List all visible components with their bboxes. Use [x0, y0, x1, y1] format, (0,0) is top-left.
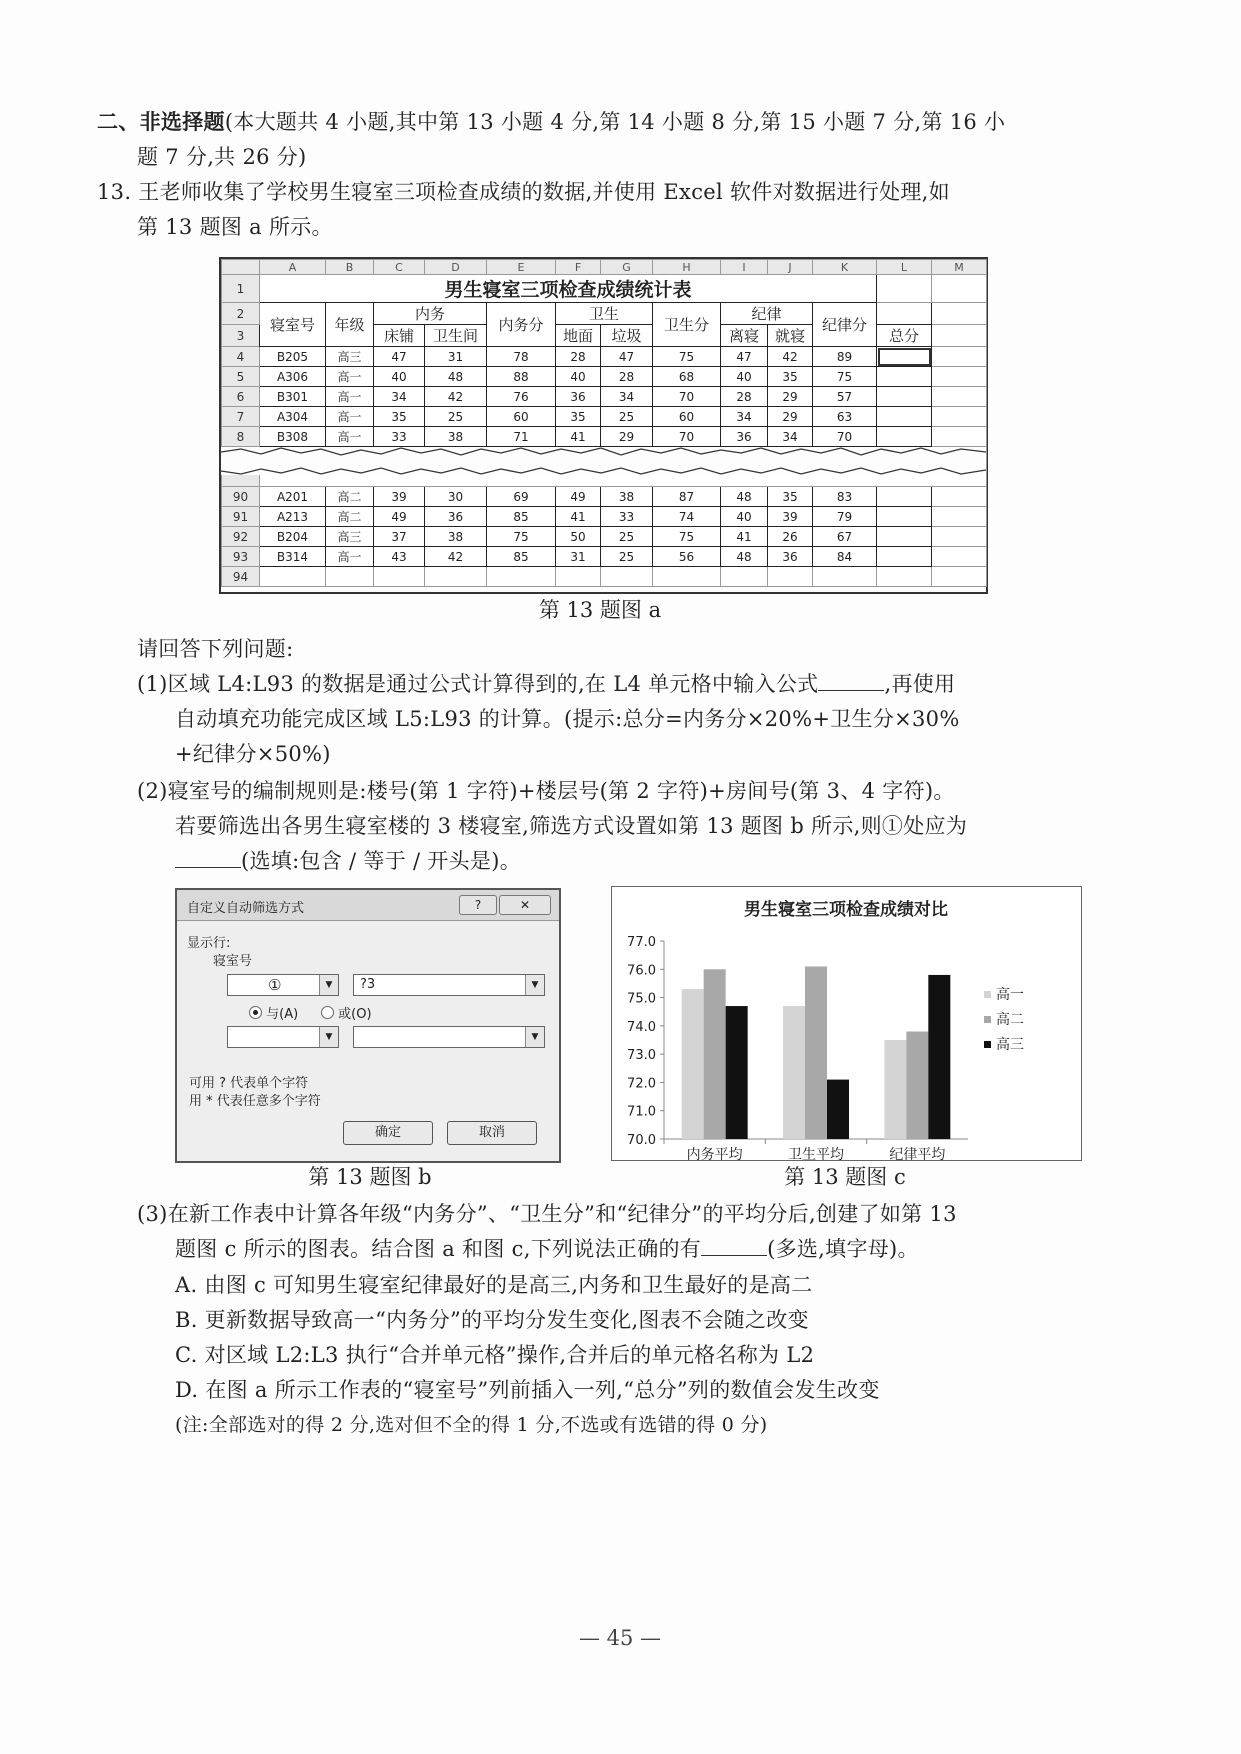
table-cell[interactable]: 34 [721, 407, 768, 427]
header-room[interactable]: 寝室号 [260, 303, 326, 347]
and-radio[interactable] [249, 1003, 298, 1022]
header-bed[interactable]: 床铺 [374, 325, 425, 347]
sheet-data-row [222, 487, 987, 507]
table-cell[interactable]: 50 [556, 527, 601, 547]
value-select-2[interactable] [353, 1026, 545, 1048]
section-header [97, 107, 1005, 137]
table-cell[interactable]: 48 [721, 487, 768, 507]
page-number: — 45 — [578, 1626, 662, 1650]
table-cell[interactable]: 31 [556, 547, 601, 567]
table-cell[interactable]: 47 [721, 347, 768, 367]
q13-intro-line2: 第 13 题图 a 所示。 [137, 215, 333, 239]
col-header-i[interactable]: I [721, 260, 768, 275]
spreadsheet-figure-a [219, 257, 988, 594]
table-cell[interactable]: 36 [721, 427, 768, 447]
header-toilet[interactable]: 卫生间 [425, 325, 487, 347]
sheet-row-2 [222, 303, 987, 325]
y-tick-label: 74.0 [627, 1019, 656, 1035]
cell[interactable] [721, 567, 768, 587]
table-cell[interactable]: 57 [813, 387, 877, 407]
cell[interactable] [601, 567, 653, 587]
header-sleep[interactable]: 就寝 [768, 325, 813, 347]
option-c: C. 对区域 L2:L3 执行“合并单元格”操作,合并后的单元格名称为 L2 [175, 1343, 815, 1367]
table-cell[interactable]: 高一 [326, 407, 374, 427]
cell[interactable] [932, 275, 987, 303]
total-cell[interactable] [877, 527, 932, 547]
sheet-data-row [222, 507, 987, 527]
table-cell[interactable]: 28 [556, 347, 601, 367]
table-cell[interactable]: 71 [487, 427, 556, 447]
row-number[interactable]: 7 [222, 407, 260, 427]
sheet-data-row [222, 547, 987, 567]
table-cell[interactable]: B205 [260, 347, 326, 367]
legend-swatch [984, 1041, 991, 1048]
cell[interactable] [425, 567, 487, 587]
value-select-1[interactable] [353, 974, 545, 996]
table-cell[interactable]: B308 [260, 427, 326, 447]
cell[interactable] [932, 487, 987, 507]
table-cell[interactable]: 高二 [326, 487, 374, 507]
hint-line1: 可用 ? 代表单个字符 [189, 1076, 309, 1091]
table-cell[interactable]: 42 [425, 547, 487, 567]
row-number[interactable]: 91 [222, 507, 260, 527]
cell[interactable] [932, 303, 987, 325]
col-header-a[interactable]: A [260, 260, 326, 275]
sheet-data-row [222, 427, 987, 447]
or-radio-label: 或(O) [338, 1007, 372, 1022]
table-cell[interactable]: 29 [768, 387, 813, 407]
bar-高二-卫生平均 [805, 966, 827, 1139]
row-number[interactable]: 8 [222, 427, 260, 447]
cell[interactable] [556, 567, 601, 587]
table-cell[interactable]: 89 [813, 347, 877, 367]
cell[interactable] [374, 567, 425, 587]
cell[interactable] [813, 567, 877, 587]
close-button[interactable]: ✕ [499, 895, 551, 915]
table-cell[interactable]: 25 [601, 547, 653, 567]
radio-selected-icon [249, 1006, 262, 1019]
show-rows-label: 显示行: [187, 936, 231, 951]
x-tick-label: 卫生平均 [788, 1147, 844, 1160]
header-weisheng[interactable]: 卫生 [556, 303, 653, 325]
table-cell[interactable]: 高一 [326, 367, 374, 387]
chevron-down-icon: ▼ [319, 1027, 338, 1047]
table-cell[interactable]: A304 [260, 407, 326, 427]
table-cell[interactable]: 75 [487, 527, 556, 547]
y-tick-label: 70.0 [627, 1133, 656, 1148]
chevron-down-icon: ▼ [319, 975, 338, 995]
cell [260, 447, 987, 467]
header-total[interactable]: 总分 [877, 325, 932, 347]
table-cell[interactable]: 48 [425, 367, 487, 387]
row-number[interactable]: 1 [222, 275, 260, 303]
table-cell[interactable]: A201 [260, 487, 326, 507]
y-tick-label: 71.0 [627, 1104, 656, 1120]
table-cell[interactable]: 88 [487, 367, 556, 387]
option-b: B. 更新数据导致高一“内务分”的平均分发生变化,图表不会随之改变 [175, 1308, 809, 1332]
cancel-button[interactable]: 取消 [447, 1121, 537, 1145]
table-cell[interactable]: 76 [487, 387, 556, 407]
table-cell[interactable]: 高三 [326, 527, 374, 547]
cell[interactable] [653, 567, 721, 587]
header-neiwu-score[interactable]: 内务分 [487, 303, 556, 347]
and-radio-label: 与(A) [266, 1007, 299, 1022]
cell[interactable] [932, 527, 987, 547]
sheet-data-row [222, 527, 987, 547]
table-cell[interactable]: 85 [487, 547, 556, 567]
table-cell[interactable]: 41 [721, 527, 768, 547]
table-cell[interactable]: 75 [813, 367, 877, 387]
part1-text-b: ,再使用 [884, 672, 956, 696]
y-tick-label: 72.0 [627, 1076, 656, 1092]
table-cell[interactable]: 36 [556, 387, 601, 407]
y-tick-label: 73.0 [627, 1048, 656, 1064]
table-cell[interactable]: B314 [260, 547, 326, 567]
table-cell[interactable]: 39 [374, 487, 425, 507]
table-cell[interactable]: 87 [653, 487, 721, 507]
x-tick-label: 纪律平均 [889, 1147, 946, 1160]
col-header-k[interactable]: K [813, 260, 877, 275]
table-cell[interactable]: 83 [813, 487, 877, 507]
legend-label: 高一 [996, 987, 1024, 1003]
figure-c-caption: 第 13 题图 c [784, 1165, 906, 1189]
cell[interactable] [877, 567, 932, 587]
row-number[interactable]: 90 [222, 487, 260, 507]
or-radio[interactable] [321, 1003, 372, 1022]
y-tick-label: 76.0 [627, 963, 656, 979]
cell[interactable] [932, 547, 987, 567]
ok-button[interactable]: 确定 [343, 1121, 433, 1145]
table-cell[interactable]: 高一 [326, 387, 374, 407]
col-header-m[interactable]: M [932, 260, 987, 275]
header-weisheng-score[interactable]: 卫生分 [653, 303, 721, 347]
table-cell[interactable]: 85 [487, 507, 556, 527]
cell[interactable] [932, 507, 987, 527]
bar-高二-内务平均 [704, 969, 726, 1139]
table-cell[interactable]: 69 [487, 487, 556, 507]
table-cell[interactable]: 68 [653, 367, 721, 387]
table-cell[interactable]: 29 [601, 427, 653, 447]
table-cell[interactable]: 35 [768, 367, 813, 387]
row-number[interactable]: 4 [222, 347, 260, 367]
chart-svg [612, 887, 1081, 1160]
row-number[interactable]: 6 [222, 387, 260, 407]
total-cell[interactable] [877, 367, 932, 387]
table-cell[interactable]: A213 [260, 507, 326, 527]
row-number[interactable]: 2 [222, 303, 260, 325]
cell[interactable] [487, 567, 556, 587]
chevron-down-icon: ▼ [525, 1027, 544, 1047]
table-cell[interactable]: 33 [601, 507, 653, 527]
table-cell[interactable]: 40 [721, 507, 768, 527]
table-cell[interactable]: 42 [768, 347, 813, 367]
cell[interactable] [768, 567, 813, 587]
dialog-title: 自定义自动筛选方式 [187, 901, 305, 916]
table-cell[interactable]: 37 [374, 527, 425, 547]
table-cell[interactable]: 79 [813, 507, 877, 527]
part3-line2 [175, 1234, 919, 1264]
cell[interactable] [326, 567, 374, 587]
col-header-b[interactable]: B [326, 260, 374, 275]
part2-line2: 若要筛选出各男生寝室楼的 3 楼寝室,筛选方式设置如第 13 题图 b 所示,则①处应为 [175, 814, 968, 838]
table-cell[interactable]: 25 [601, 527, 653, 547]
table-cell[interactable]: B204 [260, 527, 326, 547]
help-button[interactable]: ? [459, 895, 497, 915]
cell[interactable] [932, 325, 987, 347]
header-neiwu[interactable]: 内务 [374, 303, 487, 325]
part1-line2: 自动填充功能完成区域 L5:L93 的计算。(提示:总分=内务分×20%+卫生分×30% [175, 707, 960, 731]
table-cell[interactable]: 28 [601, 367, 653, 387]
legend-swatch [984, 1016, 991, 1023]
option-d: D. 在图 a 所示工作表的“寝室号”列前插入一列,“总分”列的数值会发生改变 [175, 1378, 880, 1402]
row-number[interactable]: 93 [222, 547, 260, 567]
table-cell[interactable]: 47 [601, 347, 653, 367]
table-cell[interactable]: 75 [653, 347, 721, 367]
part2-line1: (2)寝室号的编制规则是:楼号(第 1 字符)+楼层号(第 2 字符)+房间号(第 3、4 字符)。 [137, 779, 955, 803]
table-cell[interactable]: 38 [425, 427, 487, 447]
table-cell[interactable]: 35 [374, 407, 425, 427]
chart-title: 男生寝室三项检查成绩对比 [744, 900, 948, 920]
selected-cell-l4[interactable] [877, 347, 932, 367]
table-cell[interactable]: 38 [425, 527, 487, 547]
cell-l2[interactable] [877, 303, 932, 325]
table-cell[interactable]: 28 [721, 387, 768, 407]
sheet-row-break-a [222, 447, 987, 467]
part2-text: (选填:包含 / 等于 / 开头是)。 [241, 849, 522, 873]
header-trash[interactable]: 垃圾 [601, 325, 653, 347]
table-cell[interactable]: 47 [374, 347, 425, 367]
bar-高三-内务平均 [726, 1006, 748, 1139]
cell[interactable] [932, 427, 987, 447]
table-cell[interactable]: 25 [425, 407, 487, 427]
table-cell[interactable]: 43 [374, 547, 425, 567]
table-cell[interactable]: 高一 [326, 547, 374, 567]
row-number[interactable]: 3 [222, 325, 260, 347]
radio-icon [321, 1006, 334, 1019]
section-title: 二、非选择题 [97, 110, 225, 134]
section-note-line1: (本大题共 4 小题,其中第 13 小题 4 分,第 14 小题 8 分,第 15 小题 7 分,第 16 小 [224, 110, 1006, 134]
total-cell[interactable] [877, 407, 932, 427]
col-header-j[interactable]: J [768, 260, 813, 275]
sheet-title[interactable]: 男生寝室三项检查成绩统计表 [260, 275, 877, 303]
table-cell[interactable]: 30 [425, 487, 487, 507]
cell[interactable] [932, 387, 987, 407]
table-cell[interactable]: B301 [260, 387, 326, 407]
header-floor[interactable]: 地面 [556, 325, 601, 347]
sheet-row-break-b [222, 467, 987, 487]
table-cell[interactable]: 41 [556, 427, 601, 447]
part2-line3 [175, 846, 521, 876]
sheet-data-row [222, 347, 987, 367]
col-header-f[interactable]: F [556, 260, 601, 275]
table-cell[interactable]: 39 [768, 507, 813, 527]
row-number[interactable] [222, 467, 260, 487]
table-cell[interactable]: 60 [653, 407, 721, 427]
table-cell[interactable]: 26 [768, 527, 813, 547]
cell[interactable] [932, 567, 987, 587]
dialog-titlebar [177, 890, 559, 921]
q13-intro-line1: 13. 王老师收集了学校男生寝室三项检查成绩的数据,并使用 Excel 软件对数据进行处理,如 [97, 180, 950, 204]
table-cell[interactable]: 75 [653, 527, 721, 547]
y-tick-label: 75.0 [627, 991, 656, 1007]
table-cell[interactable]: 31 [425, 347, 487, 367]
table-cell[interactable]: 48 [721, 547, 768, 567]
sheet-data-row [222, 367, 987, 387]
total-cell[interactable] [877, 507, 932, 527]
header-jilv[interactable]: 纪律 [721, 303, 813, 325]
table-cell[interactable]: 34 [601, 387, 653, 407]
table-cell[interactable]: 67 [813, 527, 877, 547]
answer-blank-2[interactable] [175, 849, 241, 868]
table-cell[interactable]: 34 [768, 427, 813, 447]
autofilter-dialog [175, 888, 561, 1163]
row-number[interactable]: 5 [222, 367, 260, 387]
bar-高三-卫生平均 [827, 1080, 849, 1139]
header-grade[interactable]: 年级 [326, 303, 374, 347]
header-jilv-score[interactable]: 纪律分 [813, 303, 877, 347]
sheet-row-94 [222, 567, 987, 587]
answer-blank-1[interactable] [818, 672, 884, 691]
table-cell[interactable]: A306 [260, 367, 326, 387]
part3-text-b: (多选,填字母)。 [767, 1237, 919, 1261]
cell[interactable] [877, 275, 932, 303]
figure-a-caption: 第 13 题图 a [538, 598, 662, 622]
table-cell[interactable]: 36 [768, 547, 813, 567]
part3-text-a: 题图 c 所示的图表。结合图 a 和图 c,下列说法正确的有 [175, 1237, 702, 1261]
table-cell[interactable]: 63 [813, 407, 877, 427]
col-header-l[interactable]: L [877, 260, 932, 275]
total-cell[interactable] [877, 427, 932, 447]
table-cell[interactable]: 36 [425, 507, 487, 527]
figure-b-caption: 第 13 题图 b [308, 1165, 432, 1189]
table-cell[interactable]: 40 [374, 367, 425, 387]
table-cell[interactable]: 84 [813, 547, 877, 567]
cell[interactable] [932, 367, 987, 387]
table-cell[interactable]: 70 [653, 427, 721, 447]
section-note-line2: 题 7 分,共 26 分) [137, 145, 307, 169]
sheet-data-row [222, 387, 987, 407]
cell [260, 467, 987, 487]
bar-高一-卫生平均 [783, 1006, 805, 1139]
table-cell[interactable]: 74 [653, 507, 721, 527]
bar-高三-纪律平均 [928, 975, 950, 1139]
bar-高一-内务平均 [682, 989, 704, 1139]
bar-高一-纪律平均 [884, 1040, 906, 1139]
col-header-d[interactable]: D [425, 260, 487, 275]
prompt: 请回答下列问题: [137, 637, 294, 661]
total-cell[interactable] [877, 547, 932, 567]
sheet-row-1 [222, 275, 987, 303]
answer-blank-3[interactable] [701, 1237, 767, 1256]
table-cell[interactable]: 41 [556, 507, 601, 527]
spreadsheet-table [221, 259, 987, 587]
table-cell[interactable]: 29 [768, 407, 813, 427]
x-tick-label: 内务平均 [686, 1147, 743, 1160]
legend-label: 高三 [996, 1037, 1024, 1053]
operator-select-1-value: ① [268, 976, 282, 994]
table-cell[interactable]: 70 [813, 427, 877, 447]
table-cell[interactable]: 34 [374, 387, 425, 407]
table-cell[interactable]: 49 [374, 507, 425, 527]
chevron-down-icon: ▼ [525, 975, 544, 995]
table-cell[interactable]: 78 [487, 347, 556, 367]
cell[interactable] [260, 567, 326, 587]
cell[interactable] [932, 347, 987, 367]
table-cell[interactable]: 38 [601, 487, 653, 507]
total-cell[interactable] [877, 387, 932, 407]
sheet-data-row [222, 407, 987, 427]
row-number[interactable]: 94 [222, 567, 260, 587]
col-header-h[interactable]: H [653, 260, 721, 275]
table-cell[interactable]: 49 [556, 487, 601, 507]
col-header-g[interactable]: G [601, 260, 653, 275]
legend-label: 高二 [996, 1012, 1024, 1028]
col-header-c[interactable]: C [374, 260, 425, 275]
table-cell[interactable]: 42 [425, 387, 487, 407]
table-cell[interactable]: 35 [556, 407, 601, 427]
bar-chart-figure-c [611, 886, 1082, 1161]
row-number[interactable] [222, 447, 260, 467]
row-number[interactable]: 92 [222, 527, 260, 547]
scoring-note: (注:全部选对的得 2 分,选对但不全的得 1 分,不选或有选错的得 0 分) [175, 1414, 768, 1436]
total-cell[interactable] [877, 487, 932, 507]
table-cell[interactable]: 25 [601, 407, 653, 427]
y-tick-label: 77.0 [627, 935, 656, 950]
part3-line1: (3)在新工作表中计算各年级“内务分”、“卫生分”和“纪律分”的平均分后,创建了如第 13 [137, 1202, 957, 1226]
column-header-row [222, 260, 987, 275]
field-label: 寝室号 [213, 954, 253, 969]
corner-cell[interactable] [222, 260, 260, 275]
operator-select-2[interactable] [227, 1026, 339, 1048]
cell[interactable] [932, 407, 987, 427]
table-cell[interactable]: 40 [721, 367, 768, 387]
option-a: A. 由图 c 可知男生寝室纪律最好的是高三,内务和卫生最好的是高二 [175, 1273, 813, 1297]
legend-swatch [984, 991, 991, 998]
part1-line3: +纪律分×50%) [175, 742, 331, 766]
header-leave[interactable]: 离寝 [721, 325, 768, 347]
table-cell[interactable]: 高二 [326, 507, 374, 527]
table-cell[interactable]: 35 [768, 487, 813, 507]
table-cell[interactable]: 40 [556, 367, 601, 387]
part1-line1 [137, 669, 955, 699]
table-cell[interactable]: 60 [487, 407, 556, 427]
hint-line2: 用 * 代表任意多个字符 [189, 1094, 321, 1109]
operator-select-1[interactable] [227, 974, 339, 996]
table-cell[interactable]: 高三 [326, 347, 374, 367]
table-cell[interactable]: 56 [653, 547, 721, 567]
value-select-1-text: ?3 [360, 977, 376, 992]
table-cell[interactable]: 高一 [326, 427, 374, 447]
table-cell[interactable]: 70 [653, 387, 721, 407]
bar-高二-纪律平均 [906, 1032, 928, 1139]
table-cell[interactable]: 33 [374, 427, 425, 447]
part1-text-a: (1)区域 L4:L93 的数据是通过公式计算得到的,在 L4 单元格中输入公式 [137, 672, 819, 696]
col-header-e[interactable]: E [487, 260, 556, 275]
